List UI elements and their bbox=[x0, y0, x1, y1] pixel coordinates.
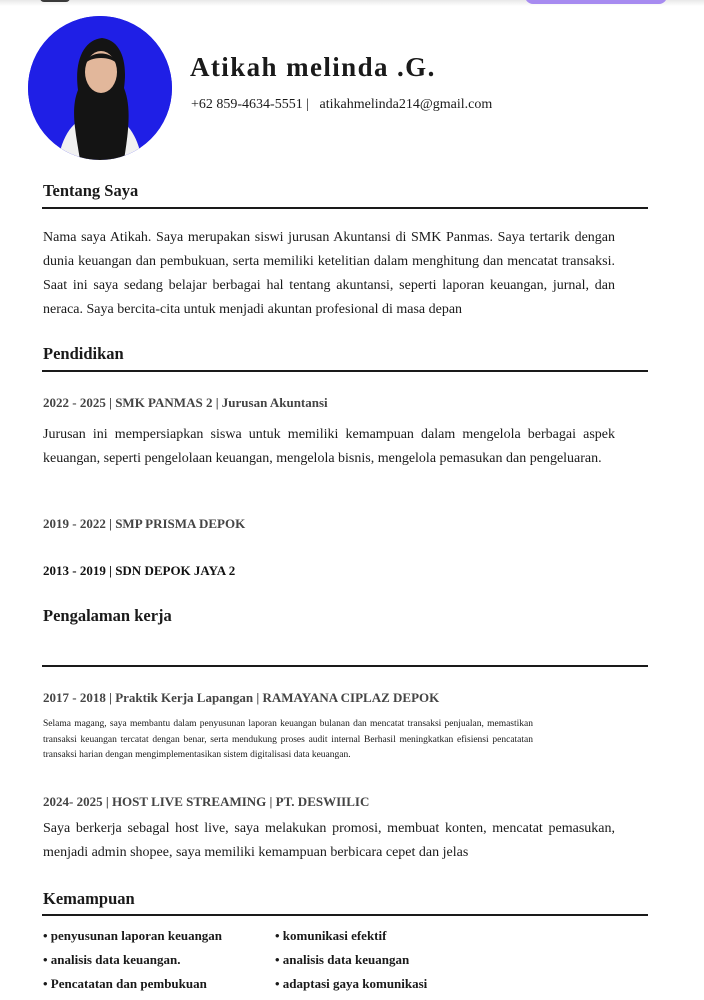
skills-heading: Kemampuan bbox=[43, 889, 135, 908]
education-divider bbox=[42, 370, 648, 372]
experience-entry-text: Saya berkerja sebagal host live, saya melakukan promosi, membuat konten, mencatat pemasukan, menjadi admin shopee, saya memiliki kemampuan berbicara cepet dan jelas bbox=[43, 821, 615, 860]
experience-entry-heading: 2017 - 2018 | Praktik Kerja Lapangan | RAMAYANA CIPLAZ DEPOK bbox=[43, 690, 440, 705]
about-heading: Tentang Saya bbox=[43, 181, 139, 200]
education-entry-heading: 2022 - 2025 | SMK PANMAS 2 | Jurusan Akuntansi bbox=[43, 395, 328, 410]
skill-item: • penyusunan laporan keuangan bbox=[43, 928, 223, 943]
contact-line bbox=[191, 97, 492, 113]
skill-item: • komunikasi efektif bbox=[275, 928, 387, 943]
education-heading: Pendidikan bbox=[43, 344, 124, 363]
profile-photo bbox=[28, 16, 172, 160]
about-text: Nama saya Atikah. Saya merupakan siswi jurusan Akuntansi di SMK Panmas. Saya tertarik dengan dunia keuangan dan pembukuan, serta memiliki ketelitian dalam menghitung dan mencatat transaksi. Saat ini saya sedang belajar berbagai hal tentang akuntansi, seperti laporan keuangan, jurnal, dan neraca. Saya bercita-cita untuk menjadi akuntan profesional di masa depan bbox=[43, 230, 615, 317]
experience-entry-heading: 2024- 2025 | HOST LIVE STREAMING | PT. DESWIILIC bbox=[43, 794, 370, 809]
cropped-shape bbox=[40, 0, 70, 2]
about-divider bbox=[42, 207, 648, 209]
skill-item: • adaptasi gaya komunikasi bbox=[275, 976, 428, 991]
skills-divider bbox=[42, 914, 648, 916]
phone-number: +62 859-4634-5551 | bbox=[191, 97, 310, 112]
experience-entry-text: Selama magang, saya membantu dalam penyusunan laporan keuangan bulanan dan mencatat transaksi penjualan, memastikan transaksi keuangan tercatat dengan benar, serta mendukung proses audit internal Berhasil meningkatkan efisiensi pencatatan transaksi harian dengan mengimplementasikan sistem digitalisasi data keuangan. bbox=[43, 719, 533, 761]
education-entry-heading: 2019 - 2022 | SMP PRISMA DEPOK bbox=[43, 516, 246, 531]
education-entry-text: Jurusan ini mempersiapkan siswa untuk memiliki kemampuan dalam mengelola berbagai aspek keuangan, seperti pengelolaan keuangan, mengelola bisnis, mengelola pemasukan dan pengeluaran. bbox=[43, 427, 615, 466]
experience-divider bbox=[42, 665, 648, 667]
skill-item: • analisis data keuangan. bbox=[43, 952, 181, 967]
email-address[interactable]: atikahmelinda214@gmail.com bbox=[319, 97, 493, 112]
education-entry-heading: 2013 - 2019 | SDN DEPOK JAYA 2 bbox=[43, 563, 236, 578]
skill-item: • analisis data keuangan bbox=[275, 952, 410, 967]
skill-item: • Pencatatan dan pembukuan bbox=[43, 976, 207, 991]
experience-heading: Pengalaman kerja bbox=[43, 606, 172, 625]
cropped-button[interactable] bbox=[525, 0, 667, 4]
candidate-name: Atikah melinda .G. bbox=[190, 52, 436, 82]
